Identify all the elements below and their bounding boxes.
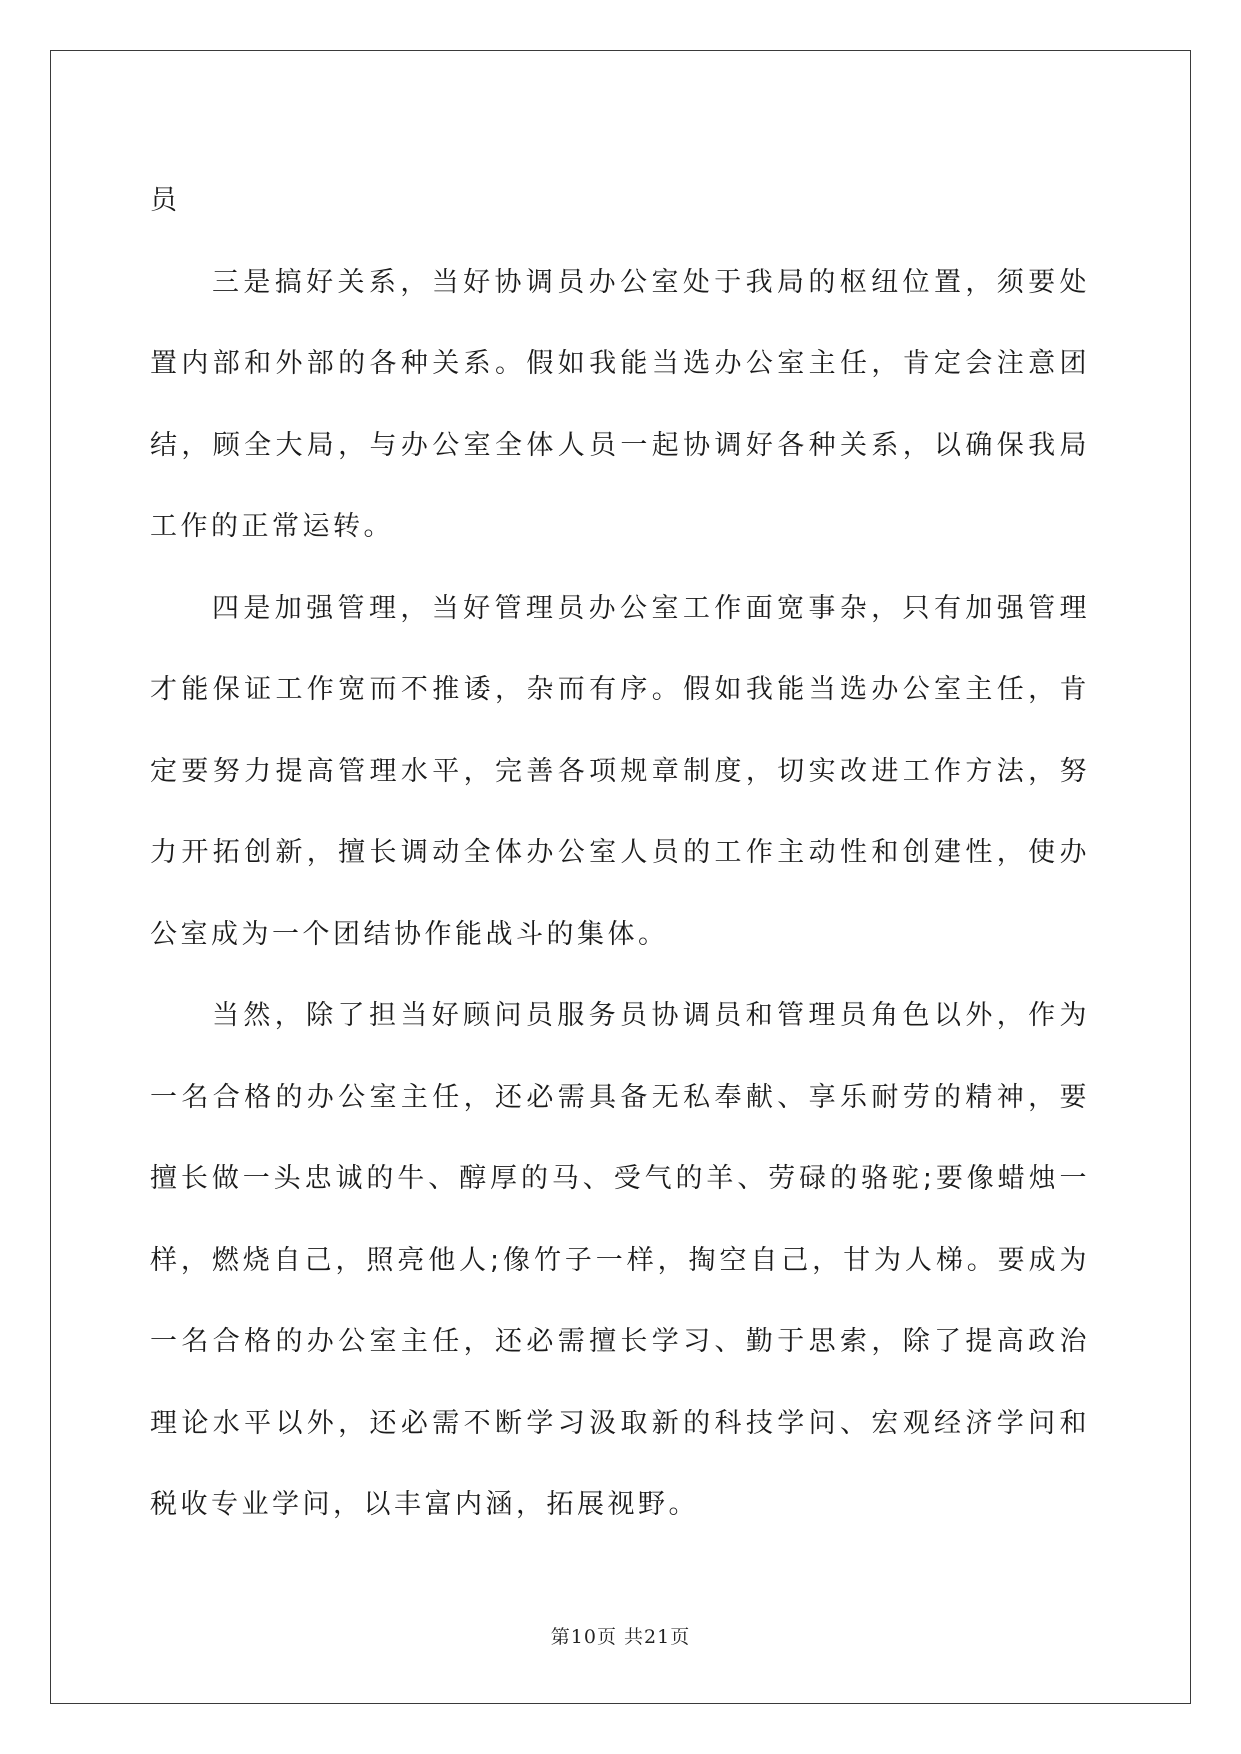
paragraph-relations: 三是搞好关系，当好协调员办公室处于我局的枢纽位置，须要处置内部和外部的各种关系。假如我能当选办公室主任，肯定会注意团结，顾全大局，与办公室全体人员一起协调好各种关系，以确保我局工作的正常运转。 xyxy=(150,266,1090,542)
paragraph-qualities: 当然，除了担当好顾问员服务员协调员和管理员角色以外，作为一名合格的办公室主任，还必需具备无私奉献、享乐耐劳的精神，要擅长做一头忠诚的牛、醇厚的马、受气的羊、劳碌的骆驼;要像蜡烛一样，燃烧自己，照亮他人;像竹子一样，掏空自己，甘为人梯。要成为一名合格的办公室主任，还必需擅长学习、勤于思索，除了提高政治理论水平以外，还必需不断学习汲取新的科技学问、宏观经济学问和税收专业学问，以丰富内涵，拓展视野。 xyxy=(150,1000,1090,1520)
paragraph-management: 四是加强管理，当好管理员办公室工作面宽事杂，只有加强管理才能保证工作宽而不推诿，杂而有序。假如我能当选办公室主任，肯定要努力提高管理水平，完善各项规章制度，切实改进工作方法，努力开拓创新，擅长调动全体办公室人员的工作主动性和创建性，使办公室成为一个团结协作能战斗的集体。 xyxy=(150,592,1090,950)
paragraph-continuation: 员 xyxy=(150,185,181,216)
page-number: 第10页 共21页 xyxy=(550,1626,691,1648)
document-body xyxy=(150,160,1090,1546)
